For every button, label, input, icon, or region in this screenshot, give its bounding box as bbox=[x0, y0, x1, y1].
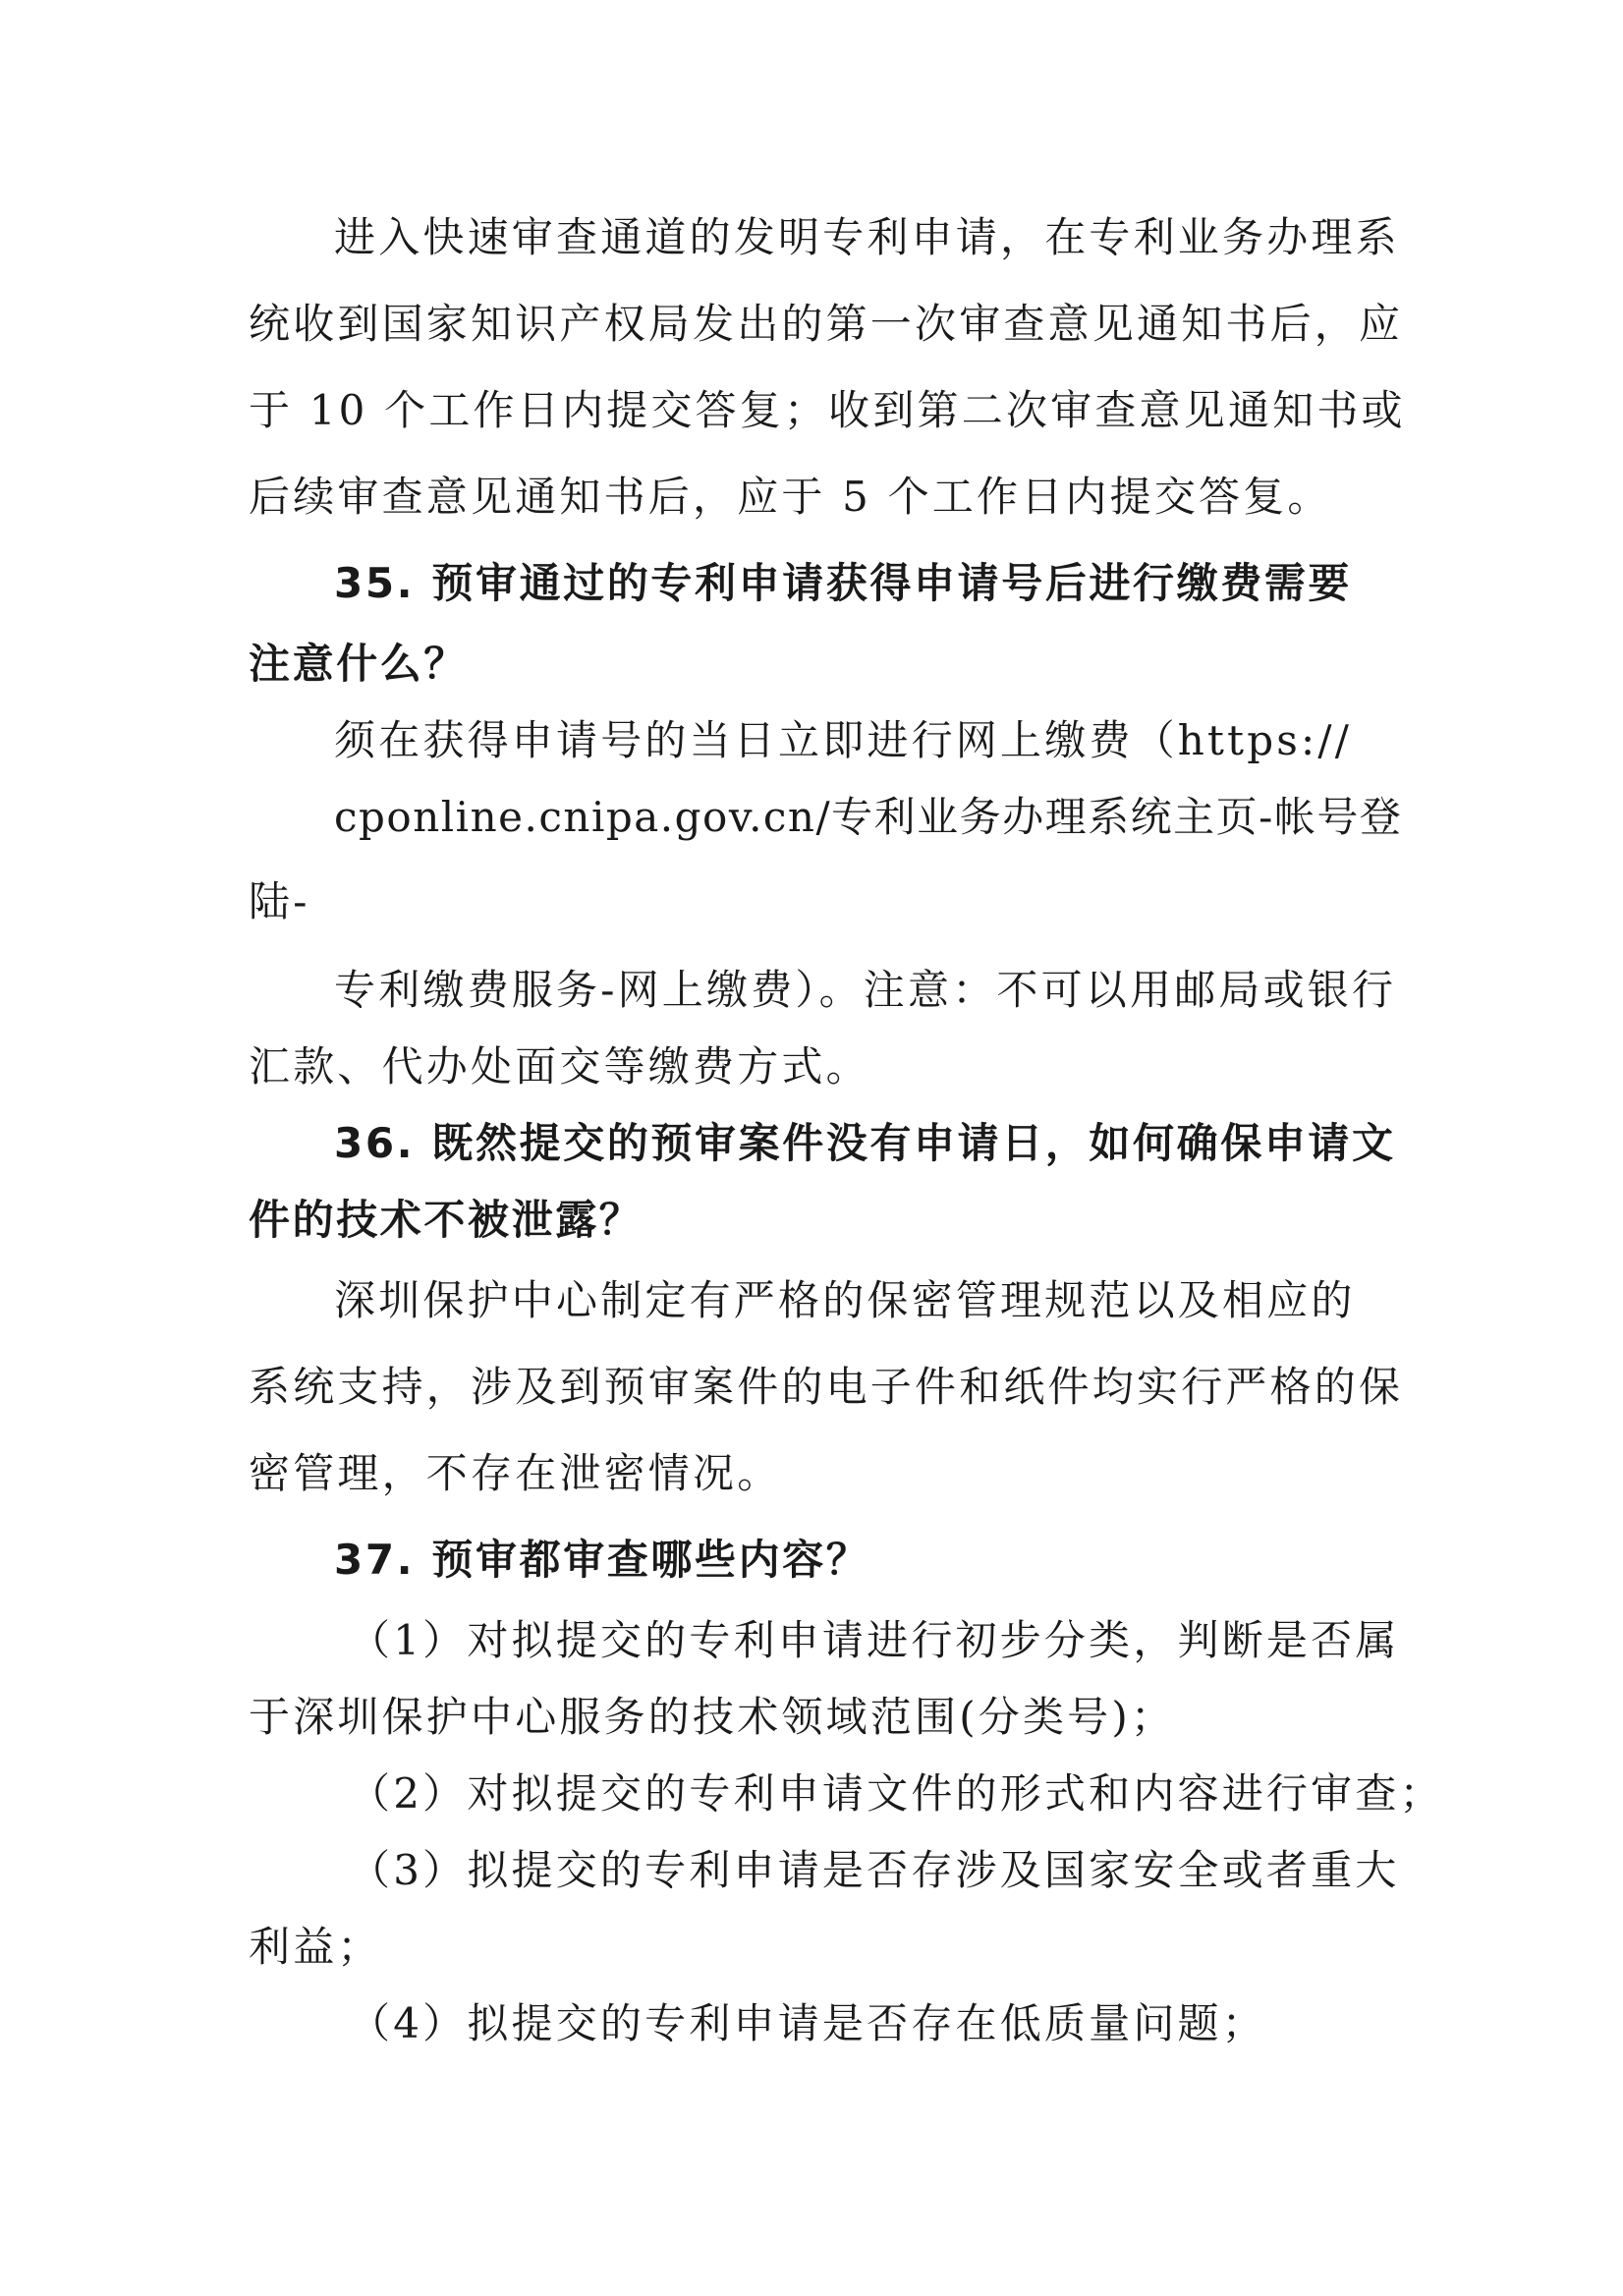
list-item-text: （2）对拟提交的专利申请文件的形式和内容进行审查； bbox=[349, 1769, 1444, 1818]
paragraph-text-line: 汇款、代办处面交等缴费方式。 bbox=[249, 1042, 870, 1091]
question-heading-36-cont: 件的技术不被泄露？ bbox=[249, 1196, 644, 1244]
paragraph-text-line: 须在获得申请号的当日立即进行网上缴费（https:// bbox=[334, 716, 1353, 764]
list-item-text: 于深圳保护中心服务的技术领域范围(分类号)； bbox=[249, 1693, 1176, 1741]
paragraph-text-line: 系统支持，涉及到预审案件的电子件和纸件均实行严格的保 bbox=[249, 1363, 1404, 1411]
paragraph-text-line: 于 10 个工作日内提交答复；收到第二次审查意见通知书或 bbox=[249, 386, 1406, 434]
paragraph-text-line: 专利缴费服务-网上缴费）。注意：不可以用邮局或银行 bbox=[334, 966, 1397, 1014]
question-heading-37: 37. 预审都审查哪些内容？ bbox=[334, 1536, 870, 1584]
list-item-text: 利益； bbox=[249, 1923, 382, 1971]
question-heading-35-cont: 注意什么？ bbox=[249, 640, 469, 688]
question-heading-35: 35. 预审通过的专利申请获得申请号后进行缴费需要 bbox=[334, 559, 1353, 607]
paragraph-text-line: 进入快速审查通道的发明专利申请，在专利业务办理系 bbox=[334, 213, 1400, 261]
paragraph-text-line: 后续审查意见通知书后，应于 5 个工作日内提交答复。 bbox=[249, 473, 1332, 521]
list-item-text: （4）拟提交的专利申请是否存在低质量问题； bbox=[349, 1999, 1266, 2047]
paragraph-text-line: 深圳保护中心制定有严格的保密管理规范以及相应的 bbox=[334, 1276, 1356, 1324]
paragraph-text-line: 密管理，不存在泄密情况。 bbox=[249, 1449, 782, 1497]
paragraph-text-line: cponline.cnipa.gov.cn/专利业务办理系统主页-帐号登 bbox=[334, 793, 1403, 841]
paragraph-text-line: 陆- bbox=[249, 877, 310, 925]
paragraph-text-line: 统收到国家知识产权局发出的第一次审查意见通知书后，应 bbox=[249, 300, 1404, 348]
question-heading-36: 36. 既然提交的预审案件没有申请日，如何确保申请文 bbox=[334, 1119, 1396, 1167]
list-item-text: （1）对拟提交的专利申请进行初步分类，判断是否属 bbox=[349, 1616, 1400, 1664]
list-item-text: （3）拟提交的专利申请是否存涉及国家安全或者重大 bbox=[349, 1846, 1400, 1894]
